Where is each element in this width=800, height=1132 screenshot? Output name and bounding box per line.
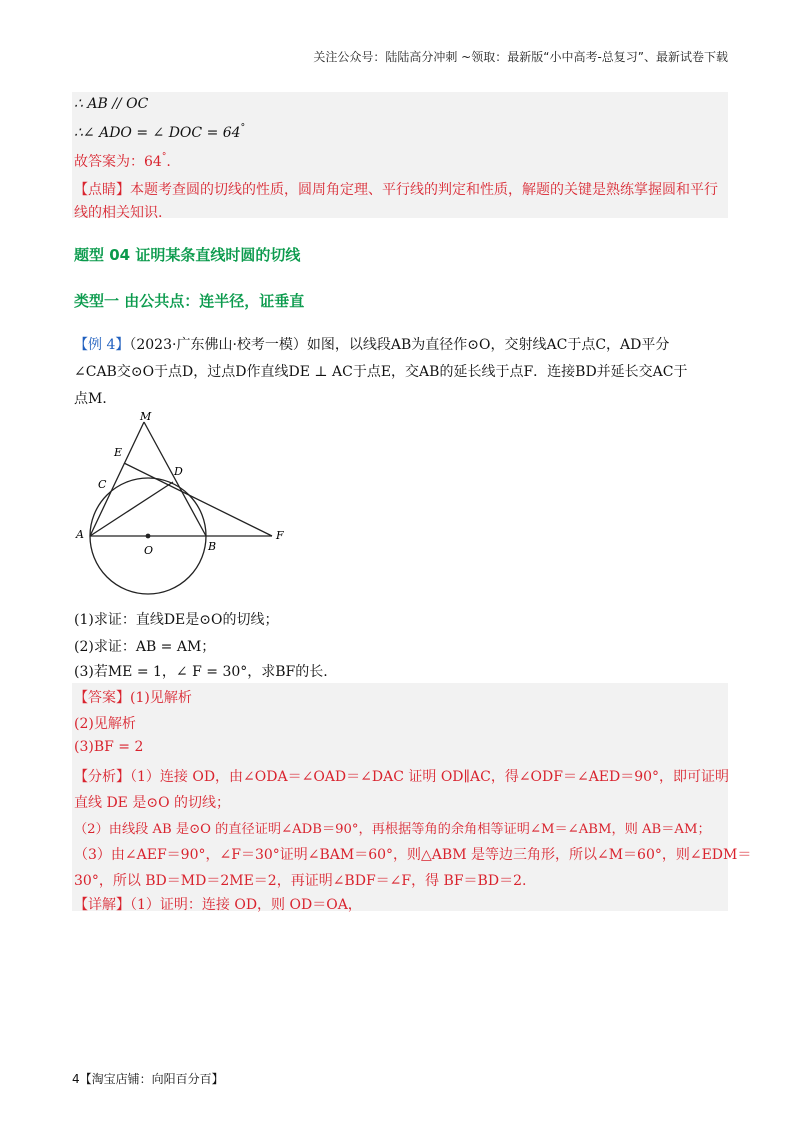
analysis-tag: 【分析】 [74,769,130,785]
solution-line: ∴ AB // OC [74,96,149,112]
answer-line: 【答案】(1)见解析 [74,690,192,706]
example-line: 点M． [74,391,117,407]
label-a: A [76,528,84,541]
analysis-line: 【分析】（1）连接 OD，由∠ODA＝∠OAD＝∠DAC 证明 OD∥AC，得∠ODF＝∠AED＝90°，即可证明 [74,769,730,785]
label-m: M [140,410,152,423]
label-e: E [114,446,123,459]
tip-tag: 【点睛】 [74,182,130,198]
subsection-title: 类型一 由公共点：连半径，证垂直 [74,292,305,310]
example-line: ∠CAB交⊙O于点D，过点D作直线DE ⊥ AC于点E，交AB的延长线于点F．连接BD并延长交AC于 [74,364,688,380]
tip-line: 【点睛】本题考查圆的切线的性质，圆周角定理、平行线的判定和性质，解题的关键是熟练掌握圆和平行 [74,182,718,198]
page-footer: 4【淘宝店铺：向阳百分百】 [72,1072,224,1086]
segment-bm [144,422,206,536]
answer-line: (3)BF = 2 [74,739,144,755]
detail-line: 【详解】（1）证明：连接 OD，则 OD＝OA， [74,897,362,913]
question-1: (1)求证：直线DE是⊙O的切线； [74,612,279,628]
example-line: 【例 4】（2023·广东佛山·校考一模）如图，以线段AB为直径作⊙O，交射线AC于点C，AD平分 [74,337,670,353]
analysis-line: （2）由线段 AB 是⊙O 的直径证明∠ADB＝90°，再根据等角的余角相等证明∠M＝∠ABM，则 AB＝AM； [74,822,711,837]
analysis-line: 直线 DE 是⊙O 的切线； [74,795,231,811]
section-title: 题型 04 证明某条直线时圆的切线 [74,246,301,264]
detail-tag: 【详解】 [74,897,130,913]
label-b: B [208,540,217,553]
answer-tag: 【答案】 [74,690,130,706]
label-f: F [276,529,284,542]
answer-line: (2)见解析 [74,716,136,732]
analysis-line: 30°，所以 BD＝MD＝2ME＝2，再证明∠BDF＝∠F，得 BF＝BD＝2. [74,873,527,889]
geometry-figure [72,410,292,600]
analysis-line: （3）由∠AEF＝90°，∠F＝30°证明∠BAM＝60°，则△ABM 是等边三角形，所以∠M＝60°，则∠EDM＝ [74,847,752,863]
label-c: C [98,478,107,491]
label-d: D [174,465,183,478]
solution-line: ∴∠ ADO = ∠ DOC = 64° [74,123,246,141]
page-header: 关注公众号：陆陆高分冲刺 ~领取：最新版“小中高考-总复习”、最新试卷下载 [313,50,728,64]
center-point-o [146,534,151,539]
question-2: (2)求证：AB = AM； [74,639,216,655]
label-o: O [144,544,154,557]
example-tag: 【例 4】 [74,337,130,353]
answer-line: 故答案为：64°. [74,152,171,170]
question-3: (3)若ME = 1，∠ F = 30°，求BF的长. [74,664,328,680]
tip-line: 线的相关知识. [74,205,163,221]
